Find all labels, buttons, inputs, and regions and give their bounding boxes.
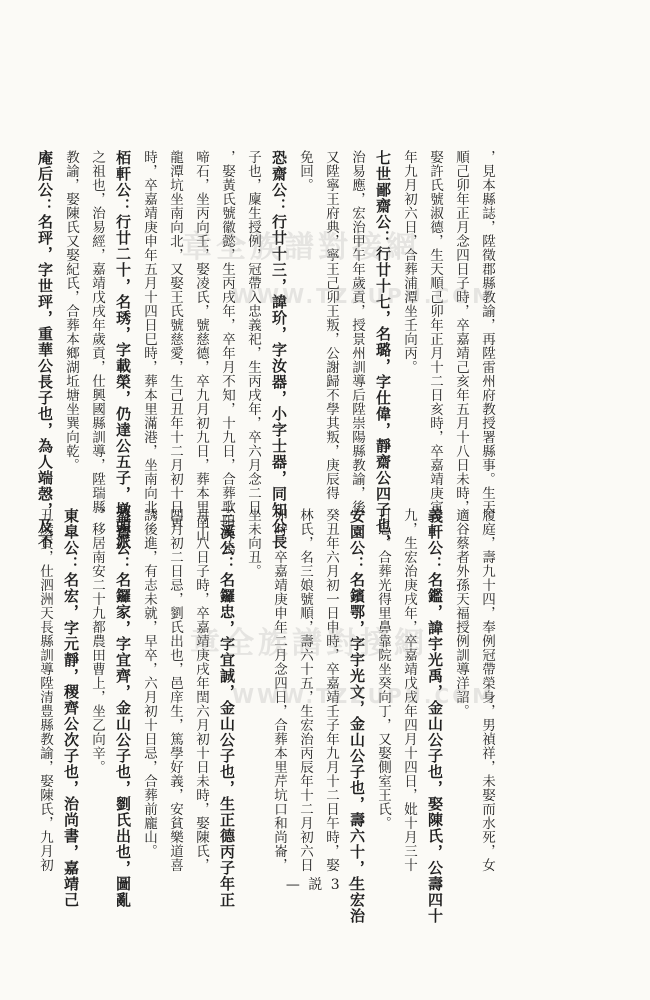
upper-text-column: 順己卯年正月念四日子時，卒嘉靖己亥年五月十八日未時， — [453, 150, 469, 514]
lower-text-column: ，移居南安二十九都農田曹上，坐乙向辛。 — [89, 508, 105, 774]
page-number: — 説 3 — — [285, 877, 365, 893]
upper-text-column: 龍潭坑坐南向北，又娶王氏號慈愛，生己丑年十二月初十日寅 — [167, 150, 183, 528]
upper-text-column: 又陞寧王府典，寧王己卯王叛，公謝歸不學其叛，庚辰得 — [323, 150, 339, 500]
lower-text-column: 義軒公：名鑑，諱宇光禹，金山公子也，娶陳氏，公壽四十 — [426, 508, 444, 924]
lower-text-column: 東皐公：名宏，字元靜，稷齊公次子也，治尚書，嘉靖己 — [62, 508, 80, 908]
lower-text-column: 坐未向丑。 — [245, 508, 261, 578]
upper-text-column: 年九月初六日，合葬浦潭坐壬向丙。 — [401, 150, 417, 374]
lower-text-column: 適谷蔡者外孫天福授例訓導洋詔。 — [453, 508, 469, 718]
lower-text-column: 月十八日子時，卒嘉靖庚戌年閏六月初十日未時，娶陳氏， — [193, 508, 209, 872]
watermark-text-lower: 章全族譜對接網 — [190, 626, 428, 661]
lower-text-column: 九，生宏治庚戌年，卒嘉靖戊戌年四月十四日，妣十月三十 — [401, 508, 417, 872]
upper-text-column: 之祖也，治易經，嘉靖戊戌年歲貢，仕興國縣訓導，陞瑞縣 — [89, 150, 105, 514]
upper-text-column: 子也，廩生授例，冠帶入忠義祀，生丙戌年，卒六月念二日 — [245, 150, 261, 514]
watermark-url-upper: WWW.TZZUPU.COM — [232, 284, 496, 308]
lower-text-column: 丑歲貢，仕泗洲天長縣訓導陞清豊縣教諭，娶陳氏，九月初 — [37, 508, 53, 872]
upper-text-column: 治易應，宏治甲午年歲貢，授景州訓導后陞崇陽縣教諭，後 — [349, 150, 365, 514]
upper-text-column: 庵后公：名玶，字世玶，重華公長子也，為人端愨，及不 — [36, 150, 54, 550]
lower-text-column: 三溪公：名鑼忠，字宜誠，金山公子也，生正德丙子年正 — [218, 508, 236, 908]
upper-text-column: 時，卒嘉靖庚申年五月十四日巳時，葬本里滿港，坐南向北。 — [141, 150, 157, 528]
upper-text-column: 娶許氏號淑德，生天順己卯年正月十二日亥時，卒嘉靖庚寅 — [427, 150, 443, 514]
upper-text-column: 免回。 — [297, 150, 313, 192]
upper-text-column: 啼石，坐丙向壬，娶凌氏，號慈德，卒九月初九日，葬本里南山 — [193, 150, 209, 542]
upper-text-column: 七世鄙齋公：行廿十七，名璐，字仕偉，靜齋公四子也， — [374, 150, 392, 550]
watermark-url-lower: WWW.TZZUPU.COM — [232, 684, 496, 708]
lower-text-column: 安園公：名鑌鄂，字宇光文，金山公子也，壽六十，生宏治 — [348, 508, 366, 924]
upper-text-column: ，見本縣誌，陞徵郡縣教諭，再陞雷州府教授署縣事。生天 — [479, 150, 495, 514]
upper-text-column: 恐齋公：行廿十三，諱玠，字汝器，小字士器，同知公長 — [270, 150, 288, 550]
lower-text-column: 誘後進，有志未就，早卒，六月初十日忌，合葬前龐山。 — [141, 508, 157, 858]
lower-text-column: 林氏，名三娘號順，壽六十五，生宏治丙辰年十二月初六日 — [297, 508, 313, 872]
lower-text-column: 益齋公：名鑼家，字宜齊，金山公子也，劉氏出也，圖亂 — [114, 508, 132, 908]
watermark-text-upper: 章全族譜對接網 — [182, 230, 420, 265]
upper-text-column: 栢軒公：行廿二十，名琇，字載榮，仍達公五子，墩頭派 — [114, 150, 132, 550]
lower-text-column: 四月初二日忌，劉氏出也，邑庠生，篤學好義，安貧樂道喜 — [167, 508, 183, 872]
lower-text-column: 癸丑年六月初一日申時，卒嘉靖壬子年九月十二日午時，娶 — [323, 508, 339, 872]
upper-text-column: ，娶黃氏號徽懿，生丙戌年，卒年月不知，十九日，合葬歌阻坪馬 — [219, 150, 235, 556]
lower-text-column: 卯時，卒嘉靖庚申年二月念四日，合葬本里芹坑口和尚崙， — [271, 508, 287, 872]
upper-text-column: 教諭，娶陳氏又娶紀氏，合葬本鄉湖坵塘坐巽向乾。 — [63, 150, 79, 472]
lower-text-column: 日忌，合葬光得里鼻靠院坐癸向丁，又娶側室王氏。 — [375, 508, 391, 830]
lower-text-column: 履庭，壽九十四，奉例冠帶榮身，男禎祥，未娶而水死，女 — [479, 508, 495, 872]
